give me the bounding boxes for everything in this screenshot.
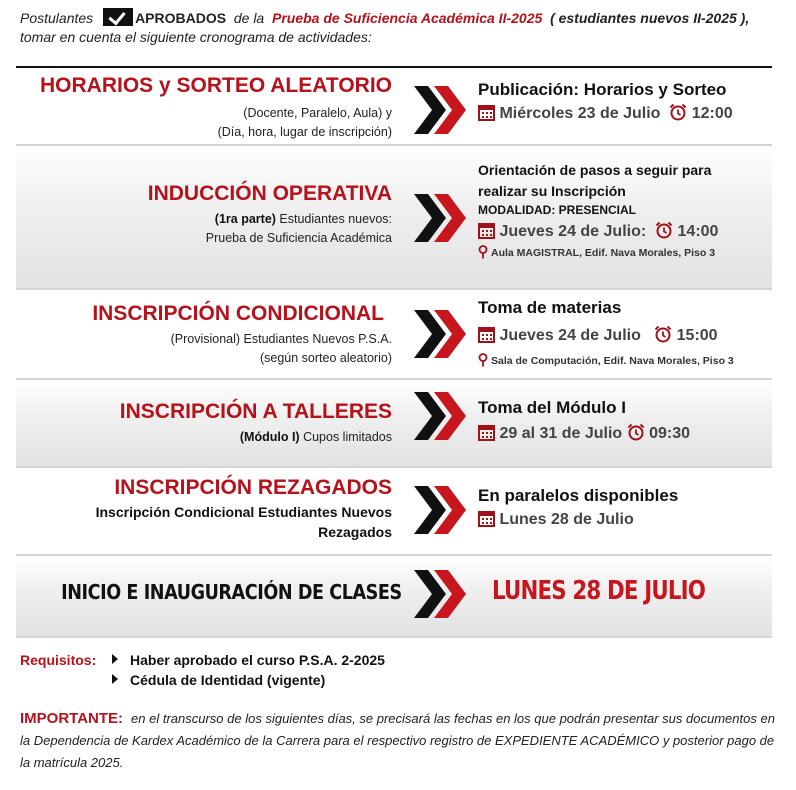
schedule-row-induccion xyxy=(16,146,772,288)
intro-text xyxy=(20,8,790,47)
alarm-clock-icon xyxy=(655,221,673,239)
intro-line2: tomar en cuenta el siguiente cronograma de actividades: xyxy=(20,29,372,45)
row-right xyxy=(478,484,772,532)
row-title: INDUCCIÓN OPERATIVA xyxy=(147,182,392,205)
row-subtitle: (Docente, Paralelo, Aula) y xyxy=(243,106,392,120)
double-chevron-icon xyxy=(412,190,468,246)
schedule-row-talleres xyxy=(16,380,772,466)
row-title: INSCRIPCIÓN REZAGADOS xyxy=(114,476,392,499)
row-subtitle: Inscripción Condicional Estudiantes Nuevos xyxy=(95,504,392,520)
location-pin-icon xyxy=(478,353,488,367)
bullet-triangle-icon xyxy=(112,654,118,664)
row-left xyxy=(16,580,402,604)
row-right xyxy=(478,160,772,262)
time-text: 14:00 xyxy=(677,223,719,240)
date-text: Miércoles 23 de Julio xyxy=(499,105,661,122)
row-left xyxy=(16,182,392,248)
modality-text: MODALIDAD: PRESENCIAL xyxy=(478,203,636,217)
requirements-label: Requisitos: xyxy=(20,652,97,668)
row-title: INSCRIPCIÓN A TALLERES xyxy=(119,400,392,423)
row-subtitle: (Provisional) Estudiantes Nuevos P.S.A. xyxy=(170,332,392,346)
location-text: Sala de Computación, Edif. Nava Morales, Piso 3 xyxy=(491,355,734,367)
requirement-item xyxy=(112,672,325,688)
row-date xyxy=(478,102,772,126)
checkmark-icon xyxy=(103,8,133,26)
row-detail-title: Publicación: Horarios y Sorteo xyxy=(478,80,727,99)
row-date xyxy=(478,422,772,446)
intro-prefix: Postulantes xyxy=(20,10,94,26)
intro-of-the: de la xyxy=(233,10,265,26)
calendar-icon xyxy=(478,510,495,527)
important-label: IMPORTANTE: xyxy=(20,710,124,727)
schedule-row-horarios xyxy=(16,70,772,144)
row-right xyxy=(478,78,772,126)
date-text: Lunes 28 de Julio xyxy=(499,511,634,528)
time-text: 12:00 xyxy=(691,105,733,122)
row-subtitle: Rezagados xyxy=(318,524,392,540)
row-subtitle-bold: (Módulo I) xyxy=(239,430,300,444)
calendar-icon xyxy=(478,104,495,121)
schedule-row-rezagados xyxy=(16,468,772,554)
double-chevron-icon xyxy=(412,482,468,538)
row-title: INICIO E INAUGURACIÓN DE CLASES xyxy=(61,580,402,604)
row-right xyxy=(492,576,786,606)
requirement-text: Haber aprobado el curso P.S.A. 2-2025 xyxy=(130,652,385,668)
row-left xyxy=(16,302,392,368)
row-title: HORARIOS y SORTEO ALEATORIO xyxy=(40,74,392,97)
double-chevron-icon xyxy=(412,566,468,622)
time-text: 15:00 xyxy=(676,327,718,344)
row-right xyxy=(478,396,772,446)
requirement-text: Cédula de Identidad (vigente) xyxy=(130,672,326,688)
alarm-clock-icon xyxy=(669,103,687,121)
important-note xyxy=(20,708,780,774)
row-subtitle-bold: (1ra parte) xyxy=(214,212,276,226)
row-subtitle: Cupos limitados xyxy=(303,430,392,444)
date-text: Jueves 24 de Julio xyxy=(499,327,641,344)
row-location xyxy=(478,244,772,262)
students-note: ( estudiantes nuevos II-2025 ), xyxy=(550,10,750,26)
bottom-divider xyxy=(16,636,772,638)
calendar-icon xyxy=(478,222,495,239)
double-chevron-icon xyxy=(412,306,468,362)
row-title: INSCRIPCIÓN CONDICIONAL xyxy=(92,302,384,325)
row-location xyxy=(478,352,772,370)
row-subtitle: (Día, hora, lugar de inscripción) xyxy=(217,125,392,139)
row-subtitle: Estudiantes nuevos: xyxy=(279,212,392,226)
alarm-clock-icon xyxy=(627,423,645,441)
row-detail-title: En paralelos disponibles xyxy=(478,486,679,505)
double-chevron-icon xyxy=(412,388,468,444)
top-divider xyxy=(16,66,772,68)
row-date xyxy=(478,324,772,348)
alarm-clock-icon xyxy=(654,325,672,343)
date-text: Jueves 24 de Julio: xyxy=(499,223,647,240)
important-text: en el transcurso de los siguientes días, se precisará las fechas en los que podrán presentar sus documentos en la Dependencia de Kardex Académico de la Carrera para el respectivo registro de EXPEDIENTE ACADÉMICO y posterior pago de la matrícula 2025. xyxy=(20,711,775,770)
row-detail-title: Toma del Módulo I xyxy=(478,398,626,417)
row-left xyxy=(16,476,392,542)
row-subtitle: (según sorteo aleatorio) xyxy=(259,351,392,365)
location-text: Aula MAGISTRAL, Edif. Nava Morales, Piso 3 xyxy=(491,247,716,259)
schedule-row-inicio-clases xyxy=(16,556,772,636)
start-date-highlight: LUNES 28 DE JULIO xyxy=(492,576,706,606)
row-date xyxy=(478,220,772,244)
row-left xyxy=(16,74,392,142)
date-text: 29 al 31 de Julio xyxy=(499,425,623,442)
row-right xyxy=(478,296,772,370)
calendar-icon xyxy=(478,424,495,441)
calendar-icon xyxy=(478,326,495,343)
double-chevron-icon xyxy=(412,82,468,138)
row-detail-title: Toma de materias xyxy=(478,298,622,317)
schedule-row-inscripcion-condicional xyxy=(16,290,772,378)
bullet-triangle-icon xyxy=(112,674,118,684)
row-left xyxy=(16,400,392,447)
row-subtitle: Prueba de Suficiencia Académica xyxy=(205,231,392,245)
row-detail-title: realizar su Inscripción xyxy=(478,183,626,199)
row-date xyxy=(478,508,772,532)
location-pin-icon xyxy=(478,245,488,259)
approved-label: APROBADOS xyxy=(135,10,227,26)
time-text: 09:30 xyxy=(649,425,691,442)
exam-name: Prueba de Suficiencia Académica II-2025 xyxy=(272,10,543,26)
requirement-item xyxy=(112,652,385,668)
row-detail-title: Orientación de pasos a seguir para xyxy=(478,162,712,178)
